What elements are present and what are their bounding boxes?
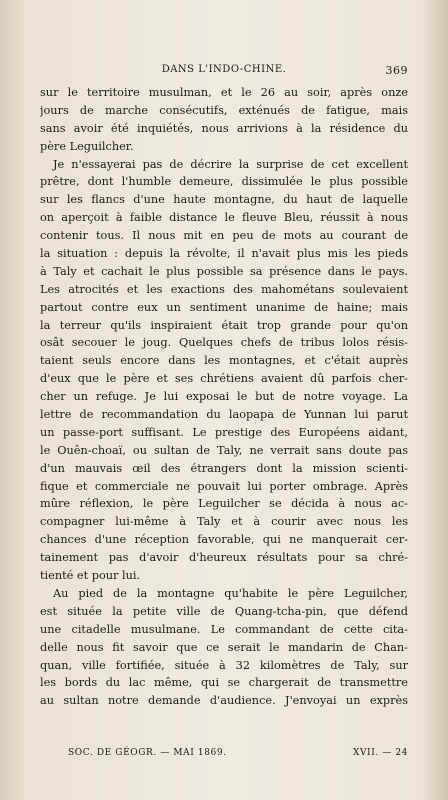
- text-line: partout contre eux un sentiment unanime de haine; mais: [40, 300, 408, 314]
- text-line: chances d'une réception favorable, qui ne manquerait cer-: [40, 533, 408, 547]
- text-line: sans avoir été inquiétés, nous arrivions à la résidence du: [40, 121, 408, 135]
- text-line: un passe-port suffisant. Le prestige des Européens aidant,: [40, 425, 408, 439]
- text-line: Les atrocités et les exactions des mahométans soulevaient: [40, 282, 408, 296]
- text-line: les bords du lac même, qui se chargerait de transmettre: [40, 676, 408, 690]
- text-line: fique et commerciale ne pouvait lui porter ombrage. Après: [40, 479, 408, 493]
- text-line: est située la petite ville de Quang-tcha-pin, que défend: [40, 604, 408, 618]
- text-line: une citadelle musulmane. Le commandant de cette cita-: [40, 622, 408, 636]
- text-line: mûre réflexion, le père Leguilcher se décida à nous ac-: [40, 497, 408, 511]
- text-line: on aperçoit à faible distance le fleuve Bleu, réussit à nous: [40, 211, 408, 225]
- text-line: jours de marche consécutifs, exténués de fatigue, mais: [40, 103, 408, 117]
- text-line: contenir tous. Il nous mit en peu de mots au courant de: [40, 229, 408, 243]
- text-line: à Taly et cachait le plus possible sa présence dans le pays.: [40, 264, 408, 278]
- text-line: sur les flancs d'une haute montagne, du haut de laquelle: [40, 193, 408, 207]
- running-title: DANS L'INDO-CHINE.: [161, 64, 287, 75]
- page-footer: [40, 748, 408, 762]
- text-line: lettre de recommandation du laopapa de Yunnan lui parut: [40, 408, 408, 422]
- text-line: prêtre, dont l'humble demeure, dissimulée le plus possible: [40, 175, 408, 189]
- text-line: père Leguilcher.: [40, 139, 134, 153]
- text-line: tienté et pour lui.: [40, 569, 141, 583]
- text-line: sur le territoire musulman, et le 26 au soir, après onze: [40, 86, 408, 99]
- text-line: d'eux que le père et ses chrétiens avaient dû parfois cher-: [40, 372, 408, 386]
- running-head: [40, 64, 408, 80]
- text-line: au sultan notre demande d'audience. J'envoyai un exprès: [40, 694, 408, 708]
- text-line: le Ouên-choaï, ou sultan de Taly, ne verrait sans doute pas: [40, 443, 408, 457]
- footer-volume-mark: XVII. — 24: [352, 748, 408, 758]
- text-line: compagner lui-même à Taly et à courir avec nous les: [40, 515, 408, 529]
- text-line: osât secouer le joug. Quelques chefs de tribus lolos résis-: [40, 336, 408, 350]
- text-line: taient seuls encore dans les montagnes, et c'était auprès: [40, 354, 408, 368]
- text-line: la terreur qu'ils inspiraient était trop grande pour qu'on: [40, 318, 408, 332]
- body-text: [40, 84, 408, 710]
- text-line: Au pied de la montagne qu'habite le père Leguilcher,: [53, 586, 408, 600]
- text-line: quan, ville fortifiée, située à 32 kilomètres de Taly, sur: [40, 658, 408, 672]
- text-line: delle nous fit savoir que ce serait le mandarin de Chan-: [40, 640, 408, 654]
- text-line: la situation : depuis la révolte, il n'avait plus mis les pieds: [40, 247, 408, 261]
- text-line: d'un mauvais œil des étrangers dont la mission scienti-: [40, 461, 408, 475]
- footer-signature: SOC. DE GÉOGR. — MAI 1869.: [68, 748, 227, 758]
- text-line: cher un refuge. Je lui exposai le but de notre voyage. La: [40, 390, 408, 404]
- page-number: 369: [385, 64, 408, 77]
- text-line: Je n'essayerai pas de décrire la surprise de cet excellent: [53, 157, 408, 171]
- text-line: tainement pas d'avoir d'heureux résultats pour sa chré-: [40, 551, 408, 565]
